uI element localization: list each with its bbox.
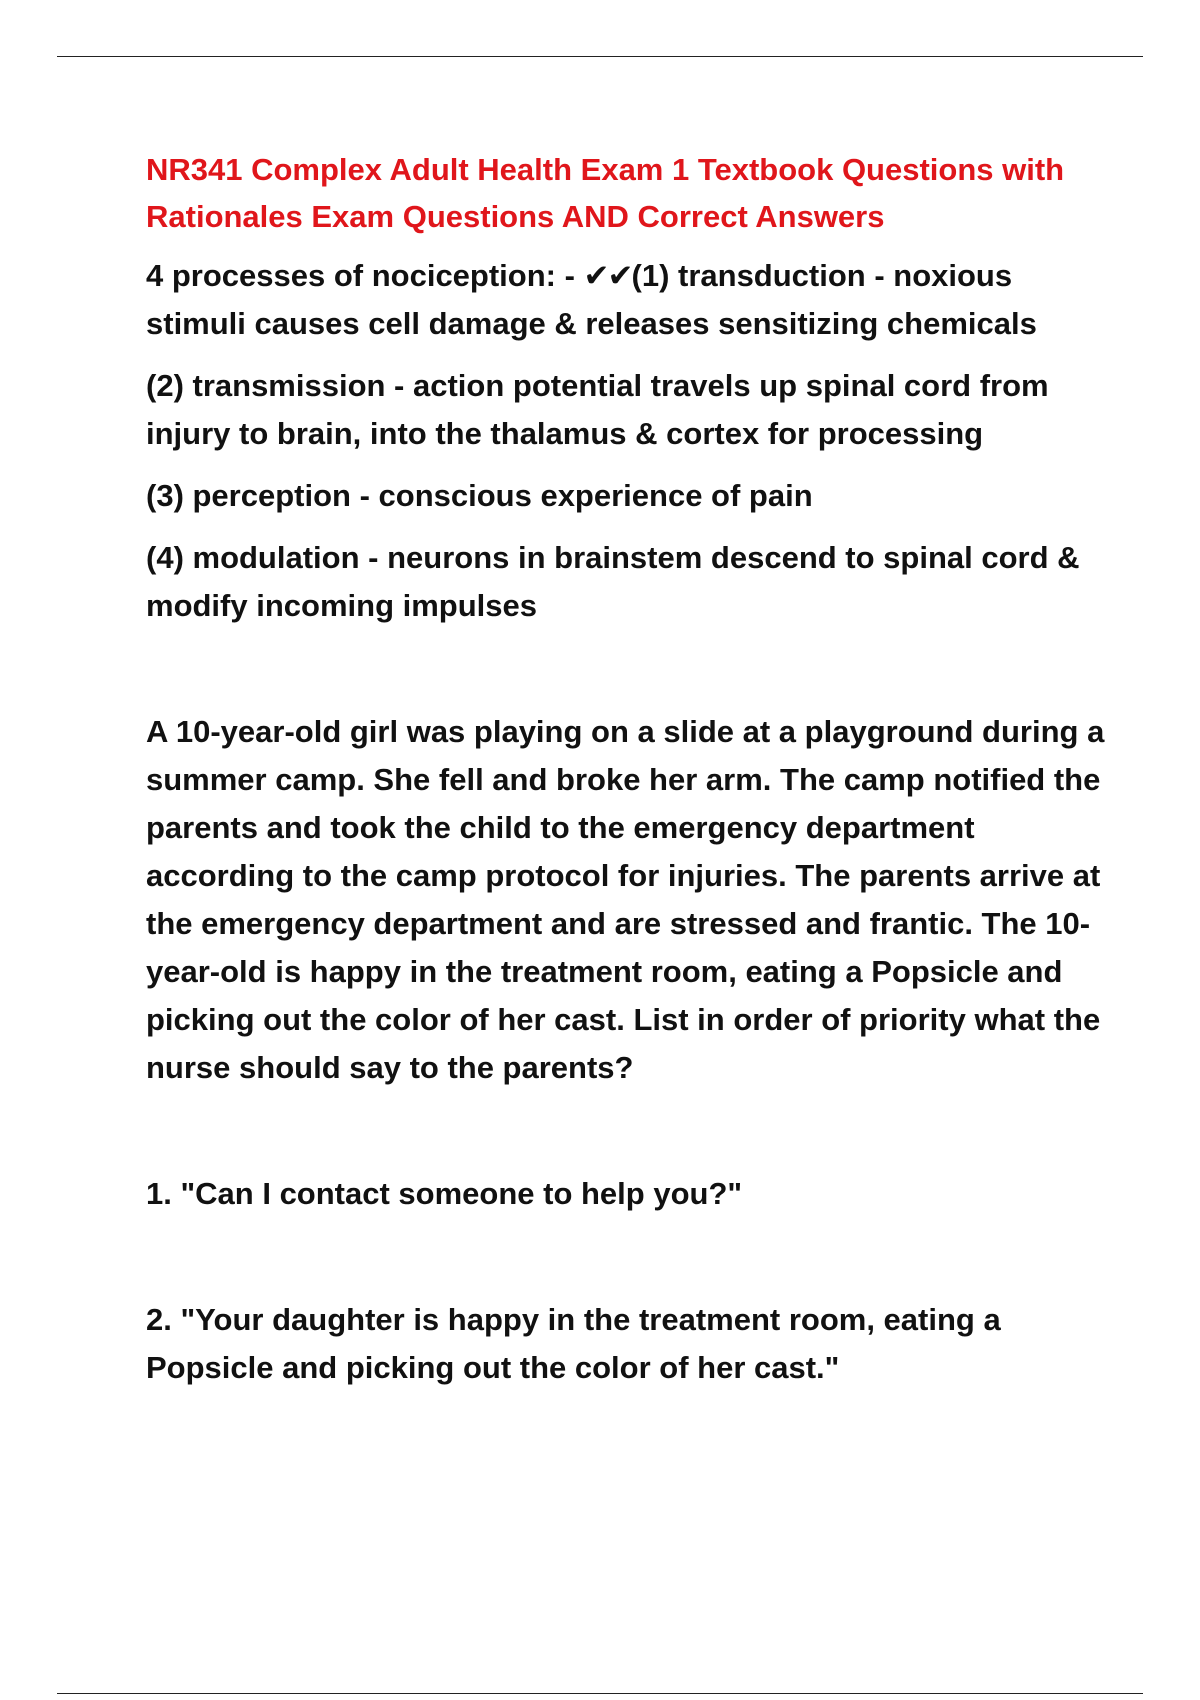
- document-body: [146, 146, 1106, 1406]
- top-divider: [57, 56, 1143, 57]
- nociception-item-4: (4) modulation - neurons in brainstem descend to spinal cord & modify incoming impulses: [146, 540, 1080, 623]
- double-check-icon: ✔✔: [583, 258, 632, 294]
- answer-option-2: 2. "Your daughter is happy in the treatment room, eating a Popsicle and picking out the color of her cast.": [146, 1302, 1001, 1385]
- nociception-item-2: (2) transmission - action potential travels up spinal cord from injury to brain, into the thalamus & cortex for processing: [146, 368, 1049, 451]
- nociception-lead: 4 processes of nociception: -: [146, 258, 584, 293]
- answer-option-1: 1. "Can I contact someone to help you?": [146, 1176, 743, 1211]
- nociception-item-1: (1) transduction - noxious stimuli causes cell damage & releases sensitizing chemicals: [146, 258, 1037, 341]
- scenario-question: A 10-year-old girl was playing on a slide at a playground during a summer camp. She fell and broke her arm. The camp notified the parents and took the child to the emergency department according to the camp protocol for injuries. The parents arrive at the emergency department and are stressed and frantic. The 10-year-old is happy in the treatment room, eating a Popsicle and picking out the color of her cast. List in order of priority what the nurse should say to the parents?: [146, 714, 1105, 1085]
- document-title: NR341 Complex Adult Health Exam 1 Textbook Questions with Rationales Exam Questions AND Correct Answers: [146, 152, 1065, 234]
- nociception-question: [146, 252, 1106, 348]
- nociception-item-3: (3) perception - conscious experience of pain: [146, 478, 813, 513]
- bottom-divider: [57, 1693, 1143, 1694]
